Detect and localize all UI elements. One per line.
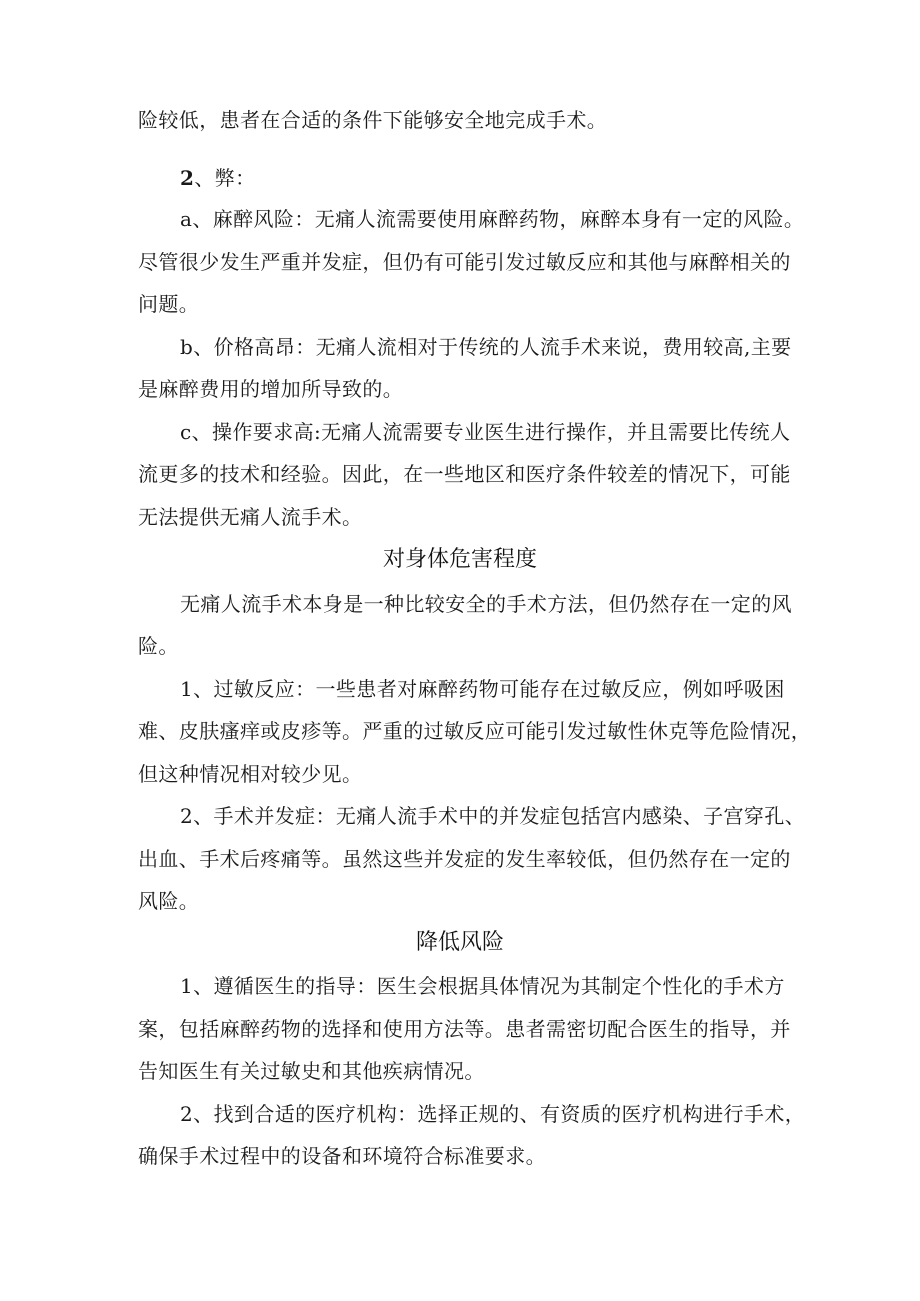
cons-item-c-line: c、操作要求高:无痛人流需要专业医生进行操作，并且需要比传统人 <box>180 420 791 444</box>
risk-paragraph-line: 案，包括麻醉药物的选择和使用方法等。患者需密切配合医生的指导，并 <box>138 1017 791 1041</box>
cons-label: 、弊： <box>194 166 256 190</box>
harm-paragraph-line: 风险。 <box>138 889 200 913</box>
harm-paragraph-line: 出血、手术后疼痛等。虽然这些并发症的发生率较低，但仍然存在一定的 <box>138 847 791 871</box>
cons-item-a-line: a、麻醉风险：无痛人流需要使用麻醉药物，麻醉本身有一定的风险。 <box>180 207 805 231</box>
harm-paragraph-line: 但这种情况相对较少见。 <box>138 762 363 786</box>
risk-paragraph-line: 2、找到合适的医疗机构：选择正规的、有资质的医疗机构进行手术， <box>180 1102 806 1126</box>
harm-paragraph-line: 险。 <box>138 634 179 658</box>
cons-item-a-line: 尽管很少发生严重并发症，但仍有可能引发过敏反应和其他与麻醉相关的 <box>138 250 791 274</box>
cons-item-b-line: b、价格高昂：无痛人流相对于传统的人流手术来说，费用较高,主要 <box>180 335 792 359</box>
risk-section-heading: 降低风险 <box>415 930 504 955</box>
harm-paragraph-line: 1、过敏反应：一些患者对麻醉药物可能存在过敏反应，例如呼吸困 <box>180 677 785 701</box>
cons-item-c-line: 无法提供无痛人流手术。 <box>138 505 363 529</box>
risk-paragraph-line: 告知医生有关过敏史和其他疾病情况。 <box>138 1059 485 1083</box>
harm-paragraph-line: 难、皮肤瘙痒或皮疹等。严重的过敏反应可能引发过敏性休克等危险情况， <box>138 719 812 743</box>
risk-paragraph-line: 1、遵循医生的指导：医生会根据具体情况为其制定个性化的手术方 <box>180 974 785 998</box>
cons-number: 2 <box>180 166 195 190</box>
cons-heading <box>180 164 256 192</box>
cons-item-a-line: 问题。 <box>138 292 200 316</box>
harm-paragraph-line: 2、手术并发症：无痛人流手术中的并发症包括宫内感染、子宫穿孔、 <box>180 804 806 828</box>
cons-item-c-line: 流更多的技术和经验。因此，在一些地区和医疗条件较差的情况下，可能 <box>138 462 791 486</box>
intro-tail-line: 险较低，患者在合适的条件下能够安全地完成手术。 <box>138 108 608 132</box>
risk-paragraph-line: 确保手术过程中的设备和环境符合标准要求。 <box>138 1144 546 1168</box>
harm-paragraph-line: 无痛人流手术本身是一种比较安全的手术方法，但仍然存在一定的风 <box>180 592 792 616</box>
cons-item-b-line: 是麻醉费用的增加所导致的。 <box>138 377 404 401</box>
harm-section-heading: 对身体危害程度 <box>382 547 537 572</box>
